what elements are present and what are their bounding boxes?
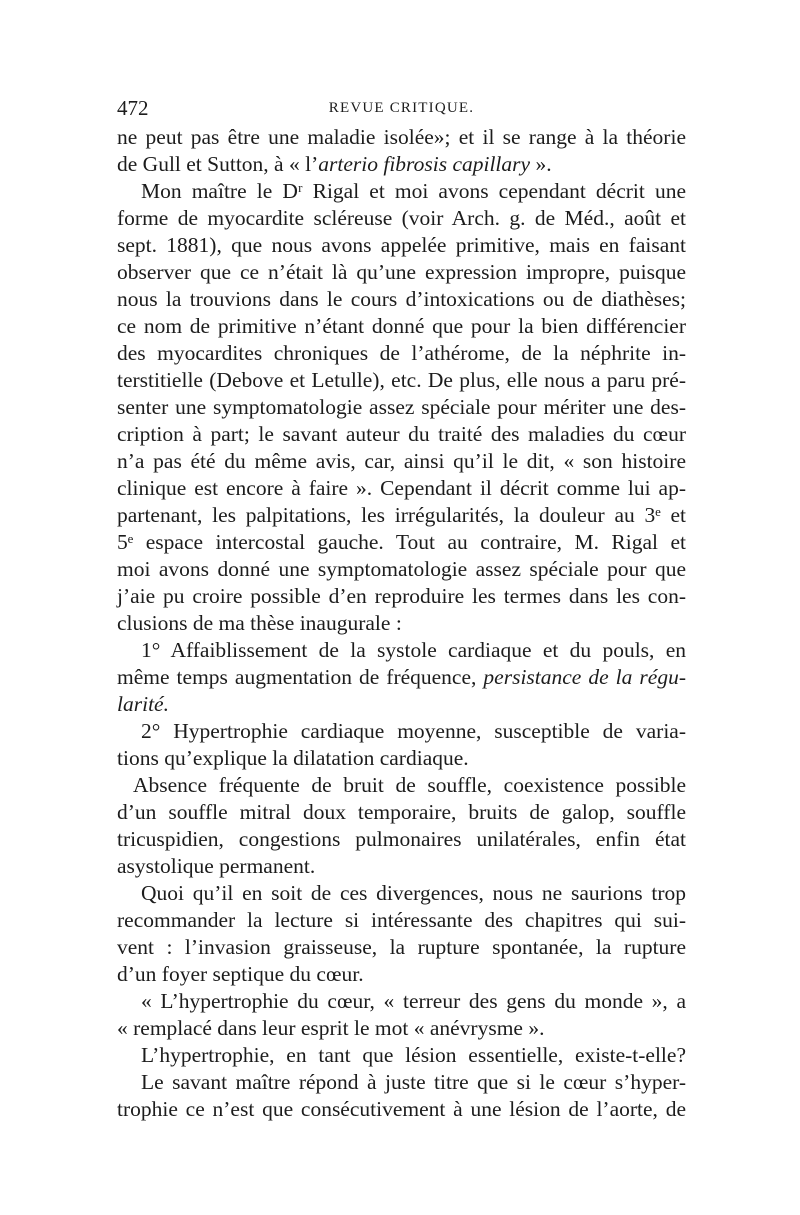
text-line — [117, 772, 686, 799]
line-text: « L’hypertrophie du cœur, « terreur des gens du monde », a — [141, 989, 686, 1013]
running-title: REVUE CRITIQUE. — [328, 100, 475, 116]
text-line — [117, 799, 686, 826]
line-text: ne peut pas être une maladie isolée»; et il se range à la théorie — [117, 125, 686, 149]
text-line — [117, 637, 686, 664]
italic-text: larité. — [117, 692, 169, 716]
line-text: j’aie pu croire possible d’en reproduire les termes dans les con- — [117, 584, 686, 608]
line-text: vent : l’invasion graisseuse, la rupture spontanée, la rupture — [117, 935, 686, 959]
line-text: L’hypertrophie, en tant que lésion essentielle, existe-t-elle? — [141, 1043, 686, 1067]
text-line — [117, 853, 686, 880]
line-text: Quoi qu’il en soit de ces divergences, nous ne saurions trop — [141, 881, 686, 905]
line-text: senter une symptomatologie assez spéciale pour mériter une des- — [117, 395, 686, 419]
line-text: ce nom de primitive n’étant donné que pour la bien différencier — [117, 314, 686, 338]
line-text: « remplacé dans leur esprit le mot « anévrysme ». — [117, 1016, 545, 1040]
text-line — [117, 745, 686, 772]
text-line — [117, 475, 686, 502]
text-line — [117, 340, 686, 367]
text-line — [117, 151, 686, 178]
text-line — [117, 205, 686, 232]
line-text: sept. 1881), que nous avons appelée primitive, mais en faisant — [117, 233, 686, 257]
text-line — [117, 286, 686, 313]
line-text: clusions de ma thèse inaugurale : — [117, 611, 402, 635]
text-line — [117, 124, 686, 151]
italic-text: persistance de la régu- — [483, 665, 686, 689]
text-line — [117, 718, 686, 745]
text-line — [117, 880, 686, 907]
line-text: clinique est encore à faire ». Cependant il décrit comme lui ap- — [117, 476, 686, 500]
line-text: Le savant maître répond à juste titre que si le cœur s’hyper- — [141, 1070, 686, 1094]
line-text: des myocardites chroniques de l’athérome, de la néphrite in- — [117, 341, 686, 365]
text-line — [117, 1015, 686, 1042]
text-line — [117, 934, 686, 961]
line-text: partenant, les palpitations, les irrégularités, la douleur au 3ᵉ et — [117, 503, 686, 527]
text-line — [117, 1042, 686, 1069]
line-text: Mon maître le Dʳ Rigal et moi avons cependant décrit une — [141, 179, 686, 203]
line-text: 5ᵉ espace intercostal gauche. Tout au contraire, M. Rigal et — [117, 530, 686, 554]
line-text: asystolique permanent. — [117, 854, 316, 878]
text-line — [117, 610, 686, 637]
italic-text: arterio fibrosis capillary — [318, 152, 531, 176]
line-text: n’a pas été du même avis, car, ainsi qu’il le dit, « son histoire — [117, 449, 686, 473]
line-text: cription à part; le savant auteur du traité des maladies du cœur — [117, 422, 686, 446]
text-line — [117, 907, 686, 934]
line-text: nous la trouvions dans le cours d’intoxications ou de diathèses; — [117, 287, 686, 311]
text-line — [117, 421, 686, 448]
text-line — [117, 1069, 686, 1096]
line-text: ». — [530, 152, 552, 176]
text-line — [117, 313, 686, 340]
line-text: observer que ce n’était là qu’une expression impropre, puisque — [117, 260, 686, 284]
text-line — [117, 1096, 686, 1123]
body-text — [117, 124, 686, 1123]
text-line — [117, 988, 686, 1015]
text-line — [117, 583, 686, 610]
line-text: trophie ce n’est que consécutivement à une lésion de l’aorte, de — [117, 1097, 686, 1121]
line-text: d’un souffle mitral doux temporaire, bruits de galop, souffle — [117, 800, 686, 824]
text-line — [117, 232, 686, 259]
text-line — [117, 367, 686, 394]
line-text: de Gull et Sutton, à « l’ — [117, 152, 319, 176]
line-text: tricuspidien, congestions pulmonaires unilatérales, enfin état — [117, 827, 686, 851]
line-text: forme de myocardite scléreuse (voir Arch. g. de Méd., août et — [117, 206, 686, 230]
line-text: tions qu’explique la dilatation cardiaque. — [117, 746, 469, 770]
text-line — [117, 961, 686, 988]
text-line — [117, 664, 686, 691]
line-text: recommander la lecture si intéressante des chapitres qui sui- — [117, 908, 686, 932]
line-text: terstitielle (Debove et Letulle), etc. De plus, elle nous a paru pré- — [117, 368, 686, 392]
line-text: même temps augmentation de fréquence, — [117, 665, 484, 689]
text-line — [117, 394, 686, 421]
line-text: 1° Affaiblissement de la systole cardiaque et du pouls, en — [141, 638, 686, 662]
text-line — [117, 556, 686, 583]
page-number: 472 — [117, 96, 149, 120]
text-line — [117, 691, 686, 718]
text-line — [117, 259, 686, 286]
text-line — [117, 448, 686, 475]
page-header — [117, 96, 686, 122]
text-line — [117, 826, 686, 853]
text-line — [117, 529, 686, 556]
line-text: moi avons donné une symptomatologie assez spéciale pour que — [117, 557, 686, 581]
line-text: 2° Hypertrophie cardiaque moyenne, susceptible de varia- — [141, 719, 686, 743]
text-line — [117, 502, 686, 529]
text-line — [117, 178, 686, 205]
line-text: d’un foyer septique du cœur. — [117, 962, 364, 986]
line-text: Absence fréquente de bruit de souffle, coexistence possible — [133, 773, 686, 797]
